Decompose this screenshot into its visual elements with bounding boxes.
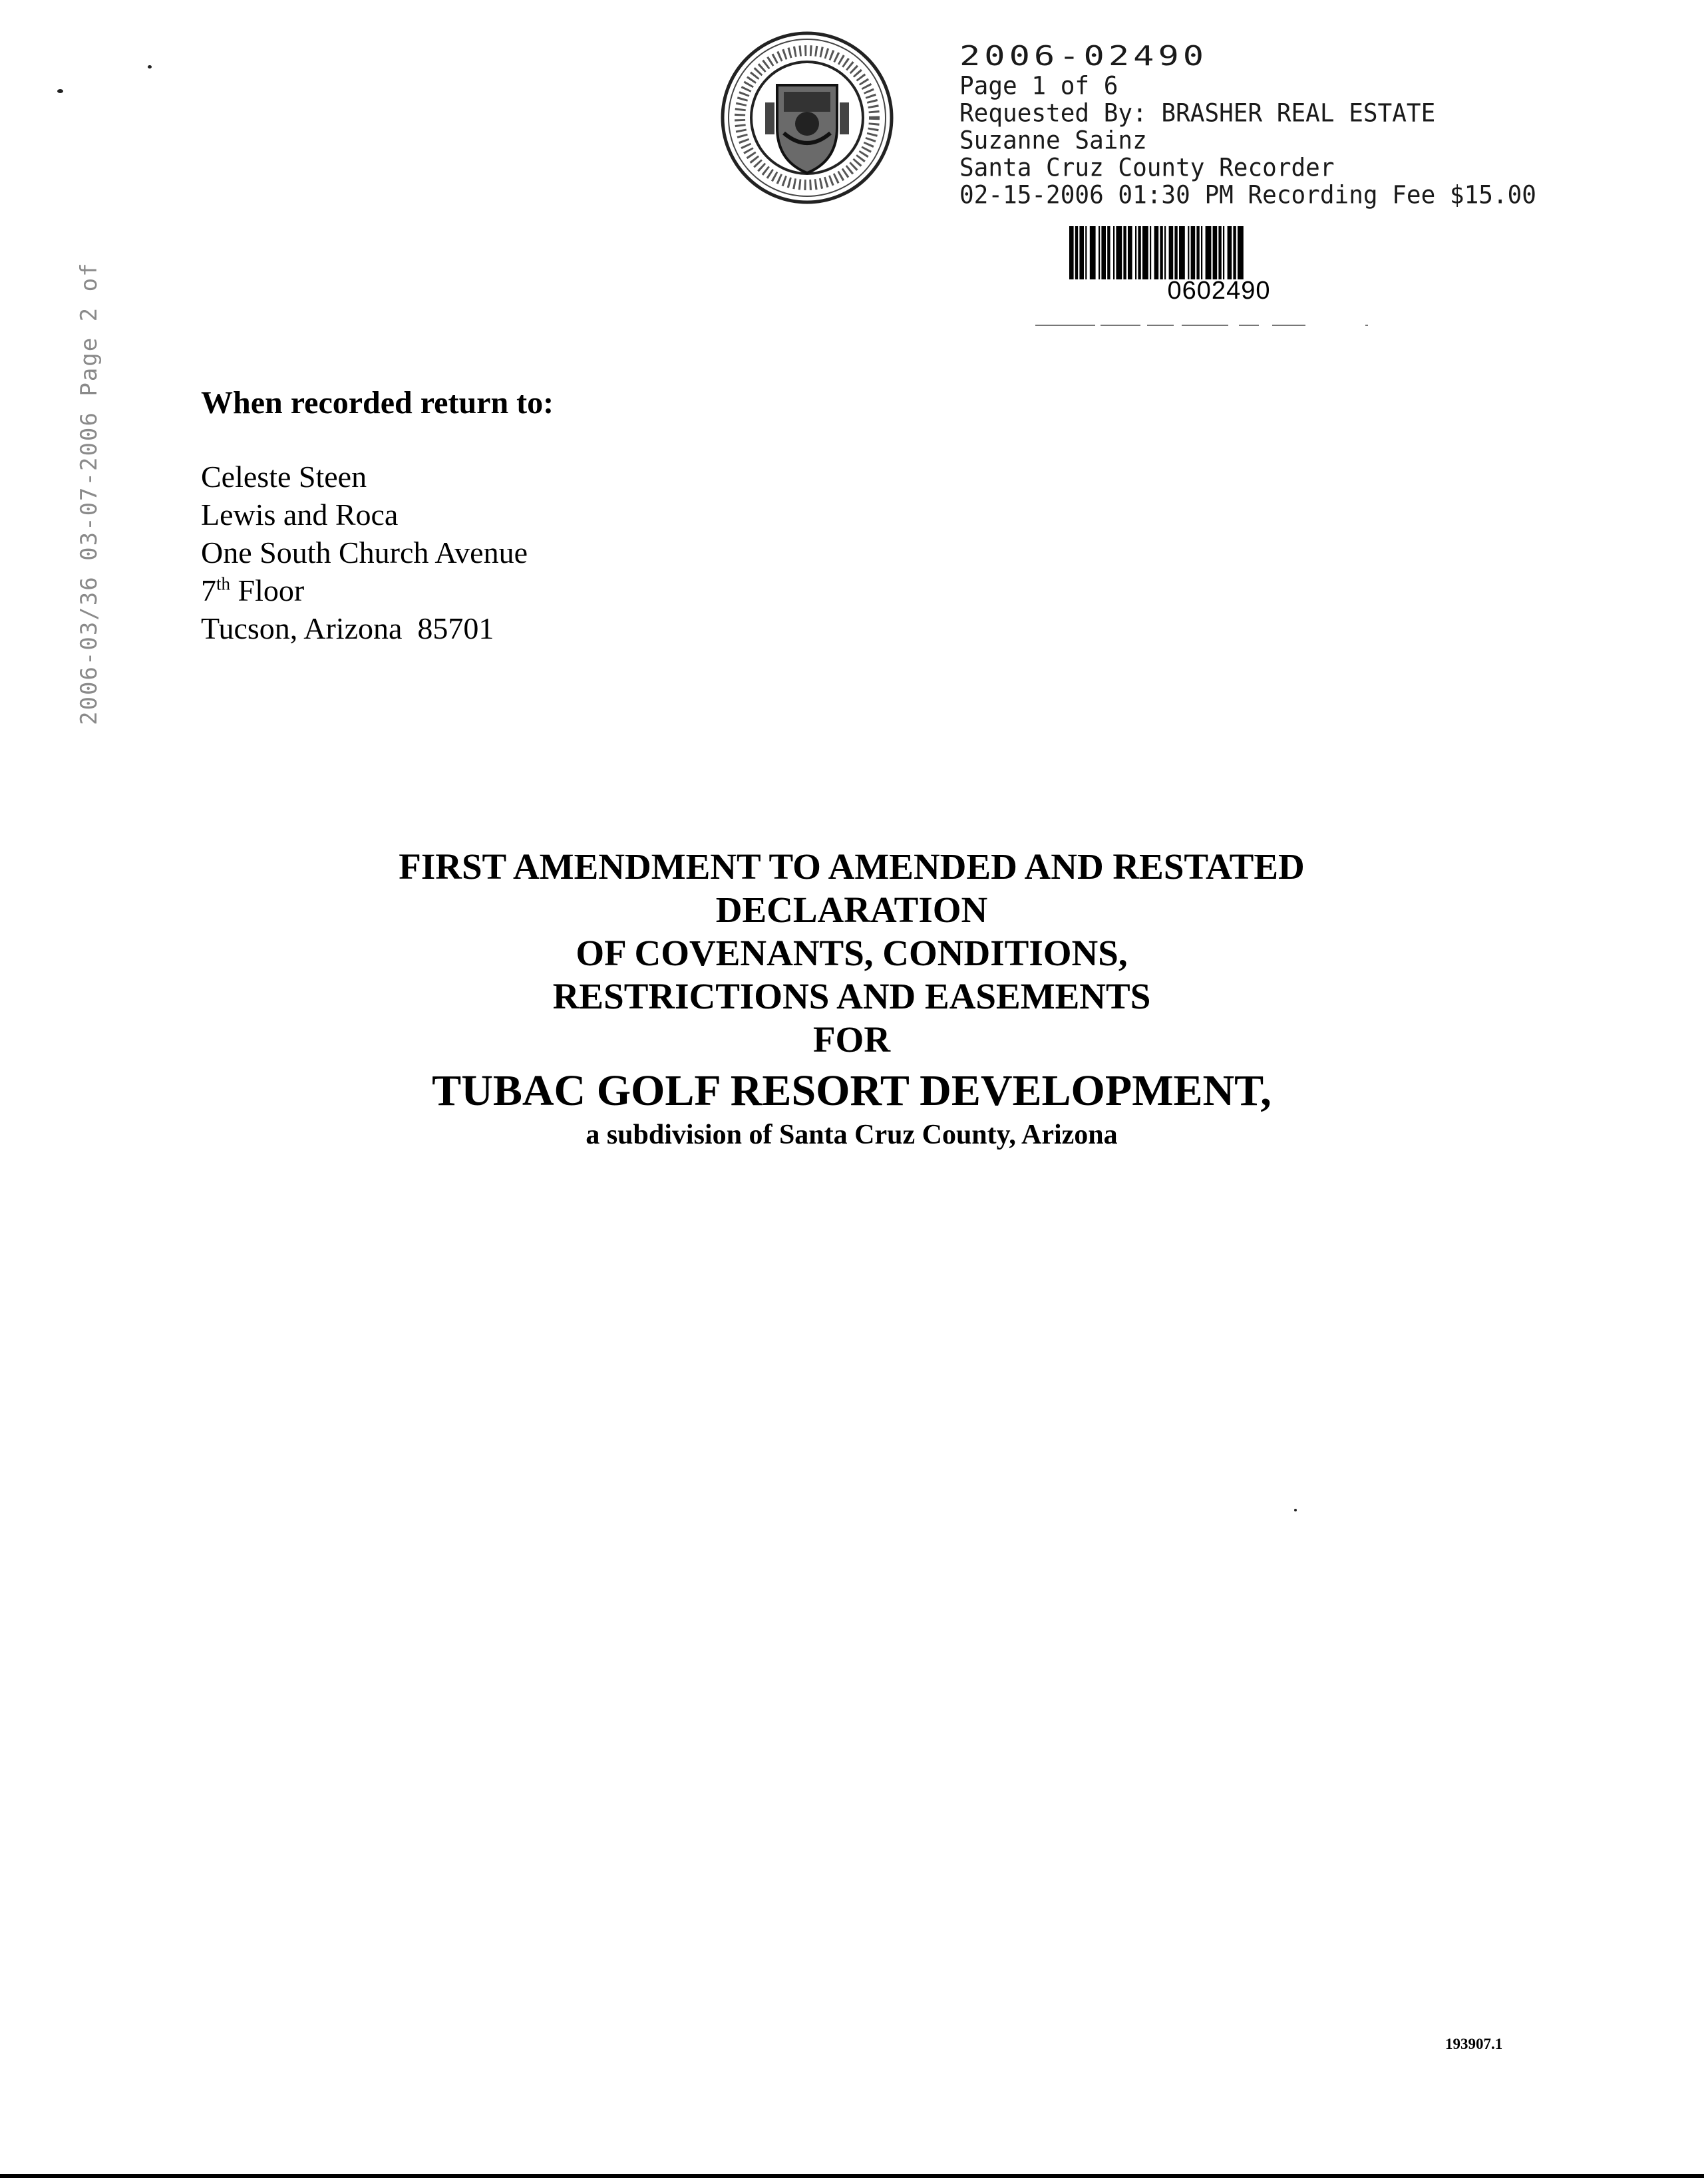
page-info: Page 1 of 6 bbox=[959, 72, 1118, 101]
document-id: 193907.1 bbox=[1445, 2036, 1503, 2052]
county-seal-icon bbox=[720, 31, 894, 205]
scan-speck bbox=[1294, 1509, 1297, 1511]
barcode-number: 0602490 bbox=[1167, 277, 1271, 305]
title-line-2: DECLARATION bbox=[715, 889, 988, 930]
return-floor bbox=[201, 571, 554, 609]
title-line-1: FIRST AMENDMENT TO AMENDED AND RESTATED bbox=[399, 846, 1305, 887]
recorder-name: Suzanne Sainz bbox=[959, 126, 1147, 156]
title-line-4: RESTRICTIONS AND EASEMENTS bbox=[552, 976, 1151, 1016]
recorder-office: Santa Cruz County Recorder bbox=[959, 154, 1335, 183]
barcode-icon bbox=[1069, 226, 1369, 279]
return-address-block bbox=[201, 383, 554, 647]
barcode-divider bbox=[1035, 323, 1368, 327]
scan-speck bbox=[148, 65, 152, 69]
recorder-info bbox=[959, 41, 1536, 208]
side-recording-stamp: 2006-03/36 03-07-2006 Page 2 of bbox=[76, 261, 102, 725]
bottom-rule bbox=[0, 2174, 1704, 2178]
recording-timestamp-fee: 02-15-2006 01:30 PM Recording Fee $15.00 bbox=[959, 181, 1536, 210]
floor-suffix: th bbox=[216, 573, 231, 594]
title-line-3: OF COVENANTS, CONDITIONS, bbox=[576, 933, 1128, 973]
return-heading: When recorded return to: bbox=[201, 385, 554, 420]
title-subdivision: a subdivision of Santa Cruz County, Arizona bbox=[586, 1120, 1118, 1150]
title-line-5: FOR bbox=[812, 1019, 891, 1060]
scan-speck bbox=[57, 89, 63, 93]
floor-number: 7 bbox=[201, 573, 216, 607]
return-city-state-zip: Tucson, Arizona 85701 bbox=[201, 611, 494, 645]
requested-by: Requested By: BRASHER REAL ESTATE bbox=[959, 99, 1436, 128]
return-name: Celeste Steen bbox=[201, 460, 367, 494]
recording-number: 2006-02490 bbox=[959, 41, 1208, 73]
return-firm: Lewis and Roca bbox=[201, 498, 399, 532]
floor-word: Floor bbox=[238, 573, 305, 607]
title-project-name: TUBAC GOLF RESORT DEVELOPMENT, bbox=[432, 1066, 1272, 1115]
return-street: One South Church Avenue bbox=[201, 536, 528, 569]
document-title bbox=[253, 845, 1450, 1152]
